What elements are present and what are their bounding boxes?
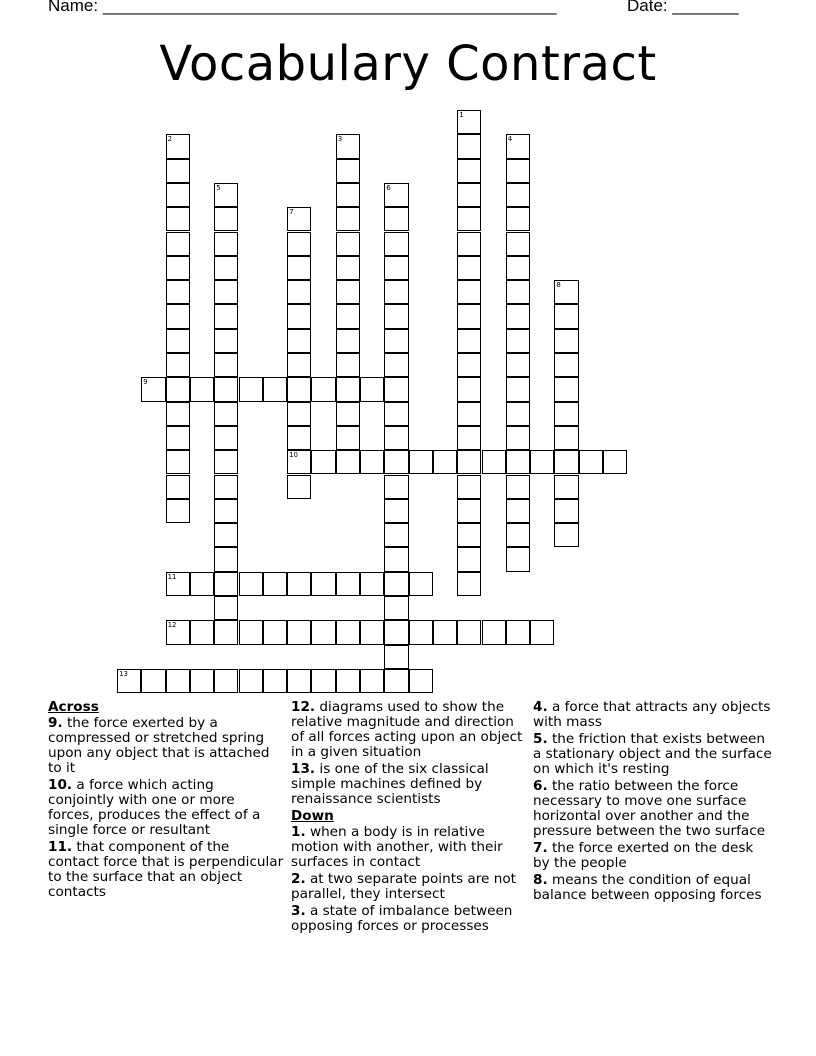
clue-across-9: 9. the force exerted by a compressed or stretched spring upon any object that is attached to it <box>48 715 270 776</box>
grid-cell[interactable] <box>214 256 238 280</box>
grid-cell[interactable] <box>384 232 408 256</box>
clue-number: 4 <box>507 135 513 144</box>
grid-cell[interactable] <box>141 377 165 401</box>
grid-cell[interactable] <box>457 499 481 523</box>
grid-cell[interactable] <box>360 572 384 596</box>
grid-cell[interactable] <box>166 232 190 256</box>
grid-cell[interactable] <box>336 256 360 280</box>
grid-cell[interactable] <box>384 304 408 328</box>
grid-cell[interactable] <box>287 353 311 377</box>
grid-cell[interactable] <box>506 620 530 644</box>
grid-cell[interactable] <box>409 669 433 693</box>
grid-cell[interactable] <box>554 426 578 450</box>
grid-cell[interactable] <box>506 475 530 499</box>
grid-cell[interactable] <box>263 572 287 596</box>
grid-cell[interactable] <box>530 620 554 644</box>
grid-cell[interactable] <box>457 620 481 644</box>
grid-cell[interactable] <box>166 329 190 353</box>
grid-cell[interactable] <box>579 450 603 474</box>
grid-cell[interactable] <box>409 450 433 474</box>
grid-cell[interactable] <box>506 280 530 304</box>
grid-cell[interactable] <box>457 475 481 499</box>
grid-cell[interactable] <box>239 377 263 401</box>
grid-cell[interactable] <box>336 280 360 304</box>
grid-cell[interactable] <box>336 402 360 426</box>
grid-cell[interactable] <box>214 304 238 328</box>
grid-cell[interactable] <box>287 304 311 328</box>
grid-cell[interactable] <box>506 523 530 547</box>
grid-cell[interactable] <box>409 572 433 596</box>
clue-number: 12 <box>167 621 177 630</box>
clue-number: 11 <box>167 572 177 581</box>
grid-cell[interactable] <box>384 280 408 304</box>
grid-cell[interactable] <box>482 450 506 474</box>
grid-cell[interactable] <box>384 377 408 401</box>
grid-cell[interactable] <box>457 159 481 183</box>
grid-cell[interactable] <box>554 450 578 474</box>
clue-across-13: 13. is one of the six classical simple machines defined by renaissance scientists <box>291 761 489 807</box>
grid-cell[interactable] <box>384 256 408 280</box>
grid-cell[interactable] <box>506 329 530 353</box>
clue-number: 8 <box>556 281 561 290</box>
grid-cell[interactable] <box>384 645 408 669</box>
clue-number: 6 <box>386 183 391 192</box>
grid-cell[interactable] <box>554 377 578 401</box>
date-label: Date: _______ <box>627 0 739 15</box>
grid-cell[interactable] <box>506 450 530 474</box>
grid-cell[interactable] <box>457 232 481 256</box>
clue-down-8: 8. means the condition of equal balance between opposing forces <box>533 872 762 903</box>
grid-cell[interactable] <box>603 450 627 474</box>
grid-cell[interactable] <box>433 450 457 474</box>
grid-cell[interactable] <box>457 572 481 596</box>
grid-cell[interactable] <box>384 207 408 231</box>
grid-cell[interactable] <box>214 183 238 207</box>
grid-cell[interactable] <box>287 207 311 231</box>
grid-cell[interactable] <box>360 377 384 401</box>
grid-cell[interactable] <box>287 426 311 450</box>
clue-down-2: 2. at two separate points are not parallel, they intersect <box>291 871 516 902</box>
grid-cell[interactable] <box>166 280 190 304</box>
grid-cell[interactable] <box>457 183 481 207</box>
grid-cell[interactable] <box>457 450 481 474</box>
grid-cell[interactable] <box>457 547 481 571</box>
clue-down-5: 5. the friction that exists between a stationary object and the surface on which it's resting <box>533 731 772 777</box>
grid-cell[interactable] <box>384 547 408 571</box>
grid-cell[interactable] <box>506 402 530 426</box>
grid-cell[interactable] <box>287 475 311 499</box>
name-label: Name: ________________________________________________ <box>48 0 557 15</box>
clues-column-1 <box>48 700 284 902</box>
grid-cell[interactable] <box>166 572 190 596</box>
grid-cell[interactable] <box>214 232 238 256</box>
grid-cell[interactable] <box>384 426 408 450</box>
grid-cell[interactable] <box>457 426 481 450</box>
across-heading: Across <box>48 699 99 715</box>
grid-cell[interactable] <box>384 183 408 207</box>
grid-cell[interactable] <box>311 572 335 596</box>
grid-cell[interactable] <box>287 280 311 304</box>
clue-number: 5 <box>216 183 221 192</box>
grid-cell[interactable] <box>409 620 433 644</box>
grid-cell[interactable] <box>214 450 238 474</box>
grid-cell[interactable] <box>384 523 408 547</box>
grid-cell[interactable] <box>239 572 263 596</box>
grid-cell[interactable] <box>166 620 190 644</box>
clue-number: 3 <box>337 135 343 144</box>
grid-cell[interactable] <box>384 499 408 523</box>
clue-down-7: 7. the force exerted on the desk by the people <box>533 840 754 871</box>
grid-cell[interactable] <box>214 207 238 231</box>
grid-cell[interactable] <box>287 377 311 401</box>
grid-cell[interactable] <box>214 475 238 499</box>
grid-cell[interactable] <box>336 134 360 158</box>
grid-cell[interactable] <box>457 353 481 377</box>
grid-cell[interactable] <box>554 353 578 377</box>
grid-cell[interactable] <box>117 669 141 693</box>
grid-cell[interactable] <box>360 669 384 693</box>
clue-number: 1 <box>459 111 464 119</box>
down-heading: Down <box>291 808 334 824</box>
grid-cell[interactable] <box>214 353 238 377</box>
clue-number: 10 <box>289 451 299 460</box>
grid-cell[interactable] <box>384 572 408 596</box>
grid-cell[interactable] <box>166 450 190 474</box>
clue-number: 7 <box>289 208 294 217</box>
grid-cell[interactable] <box>360 620 384 644</box>
grid-cell[interactable] <box>457 402 481 426</box>
grid-cell[interactable] <box>554 475 578 499</box>
grid-cell[interactable] <box>506 183 530 207</box>
grid-cell[interactable] <box>554 329 578 353</box>
grid-cell[interactable] <box>457 110 481 134</box>
grid-cell[interactable] <box>214 499 238 523</box>
grid-cell[interactable] <box>554 280 578 304</box>
grid-cell[interactable] <box>336 207 360 231</box>
grid-cell[interactable] <box>214 377 238 401</box>
grid-cell[interactable] <box>214 402 238 426</box>
clue-down-1: 1. when a body is in relative motion with another, with their surfaces in contact <box>291 824 503 870</box>
grid-cell[interactable] <box>457 377 481 401</box>
clue-across-11: 11. that component of the contact force that is perpendicular to the surface that an object contacts <box>48 839 284 900</box>
grid-cell[interactable] <box>336 353 360 377</box>
grid-cell[interactable] <box>506 377 530 401</box>
grid-cell[interactable] <box>506 499 530 523</box>
grid-cell[interactable] <box>336 426 360 450</box>
grid-cell[interactable] <box>336 669 360 693</box>
grid-cell[interactable] <box>336 304 360 328</box>
grid-cell[interactable] <box>214 572 238 596</box>
grid-cell[interactable] <box>166 669 190 693</box>
grid-cell[interactable] <box>166 207 190 231</box>
grid-cell[interactable] <box>166 402 190 426</box>
grid-cell[interactable] <box>166 499 190 523</box>
grid-cell[interactable] <box>360 450 384 474</box>
grid-cell[interactable] <box>166 134 190 158</box>
grid-cell[interactable] <box>214 620 238 644</box>
grid-cell[interactable] <box>384 596 408 620</box>
grid-cell[interactable] <box>287 620 311 644</box>
grid-cell[interactable] <box>506 134 530 158</box>
grid-cell[interactable] <box>457 256 481 280</box>
grid-cell[interactable] <box>141 669 165 693</box>
grid-cell[interactable] <box>166 159 190 183</box>
clue-number: 13 <box>119 669 128 678</box>
clue-number: 9 <box>143 378 148 387</box>
grid-cell[interactable] <box>506 304 530 328</box>
grid-cell[interactable] <box>311 377 335 401</box>
grid-cell[interactable] <box>239 620 263 644</box>
grid-cell[interactable] <box>311 620 335 644</box>
grid-cell[interactable] <box>190 377 214 401</box>
grid-cell[interactable] <box>166 377 190 401</box>
grid-cell[interactable] <box>190 620 214 644</box>
grid-cell[interactable] <box>482 620 506 644</box>
grid-cell[interactable] <box>190 572 214 596</box>
grid-cell[interactable] <box>287 329 311 353</box>
grid-cell[interactable] <box>554 523 578 547</box>
clue-across-12: 12. diagrams used to show the relative magnitude and direction of all forces acting upon an object in a given situation <box>291 699 523 760</box>
grid-cell[interactable] <box>457 207 481 231</box>
grid-cell[interactable] <box>506 353 530 377</box>
grid-cell[interactable] <box>384 450 408 474</box>
grid-cell[interactable] <box>506 426 530 450</box>
grid-cell[interactable] <box>287 256 311 280</box>
grid-cell[interactable] <box>166 426 190 450</box>
grid-cell[interactable] <box>263 620 287 644</box>
grid-cell[interactable] <box>311 669 335 693</box>
clue-down-3: 3. a state of imbalance between opposing forces or processes <box>291 903 513 934</box>
clue-number: 2 <box>167 135 173 144</box>
grid-cell[interactable] <box>506 256 530 280</box>
grid-cell[interactable] <box>336 183 360 207</box>
grid-cell[interactable] <box>214 596 238 620</box>
grid-cell[interactable] <box>457 280 481 304</box>
clue-down-4: 4. a force that attracts any objects with mass <box>533 699 771 730</box>
grid-cell[interactable] <box>384 353 408 377</box>
grid-cell[interactable] <box>214 329 238 353</box>
grid-cell[interactable] <box>384 620 408 644</box>
grid-cell[interactable] <box>384 669 408 693</box>
grid-cell[interactable] <box>457 134 481 158</box>
grid-cell[interactable] <box>384 475 408 499</box>
grid-cell[interactable] <box>336 620 360 644</box>
clue-across-10: 10. a force which acting conjointly with one or more forces, produces the effect of a single force or resultant <box>48 777 261 838</box>
grid-cell[interactable] <box>166 304 190 328</box>
grid-cell[interactable] <box>166 353 190 377</box>
grid-cell[interactable] <box>287 450 311 474</box>
grid-cell[interactable] <box>214 669 238 693</box>
grid-cell[interactable] <box>263 377 287 401</box>
page-title: Vocabulary Contract <box>159 36 657 92</box>
grid-cell[interactable] <box>530 450 554 474</box>
grid-cell[interactable] <box>166 183 190 207</box>
grid-cell[interactable] <box>239 669 263 693</box>
clues-column-3 <box>533 700 773 905</box>
grid-cell[interactable] <box>214 426 238 450</box>
grid-cell[interactable] <box>506 232 530 256</box>
grid-cell[interactable] <box>457 304 481 328</box>
grid-cell[interactable] <box>384 402 408 426</box>
grid-cell[interactable] <box>214 547 238 571</box>
grid-cell[interactable] <box>506 547 530 571</box>
grid-cell[interactable] <box>554 402 578 426</box>
grid-cell[interactable] <box>287 402 311 426</box>
grid-cell[interactable] <box>166 256 190 280</box>
grid-cell[interactable] <box>554 304 578 328</box>
grid-cell[interactable] <box>263 669 287 693</box>
grid-cell[interactable] <box>336 232 360 256</box>
grid-cell[interactable] <box>506 207 530 231</box>
grid-cell[interactable] <box>554 499 578 523</box>
clues-column-2 <box>291 700 527 936</box>
grid-cell[interactable] <box>287 232 311 256</box>
grid-cell[interactable] <box>384 329 408 353</box>
grid-cell[interactable] <box>214 523 238 547</box>
grid-cell[interactable] <box>457 523 481 547</box>
grid-cell[interactable] <box>214 280 238 304</box>
grid-cell[interactable] <box>336 450 360 474</box>
grid-cell[interactable] <box>506 159 530 183</box>
grid-cell[interactable] <box>190 669 214 693</box>
grid-cell[interactable] <box>457 329 481 353</box>
grid-cell[interactable] <box>433 620 457 644</box>
clue-down-6: 6. the ratio between the force necessary to move one surface horizontal over another and the pressure between the two surface <box>533 778 766 839</box>
grid-cell[interactable] <box>287 572 311 596</box>
grid-cell[interactable] <box>311 450 335 474</box>
grid-cell[interactable] <box>287 669 311 693</box>
grid-cell[interactable] <box>336 377 360 401</box>
grid-cell[interactable] <box>336 329 360 353</box>
grid-cell[interactable] <box>336 572 360 596</box>
grid-cell[interactable] <box>336 159 360 183</box>
grid-cell[interactable] <box>166 475 190 499</box>
